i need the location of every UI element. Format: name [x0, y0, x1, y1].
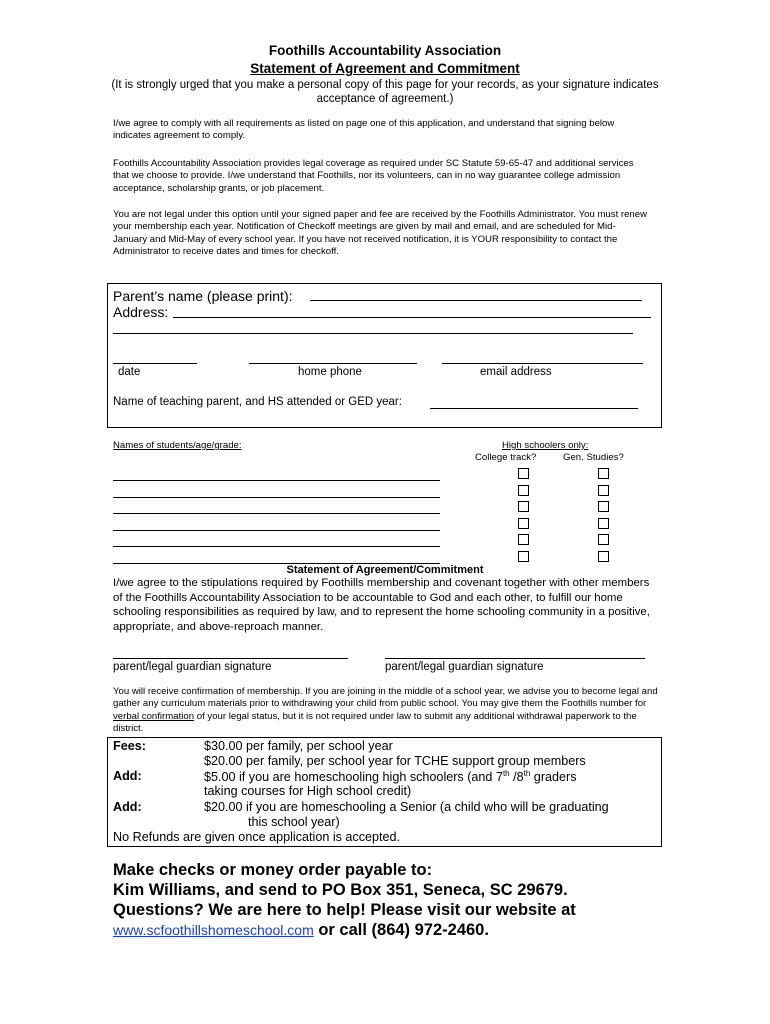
college-track-checkbox[interactable] — [518, 485, 529, 496]
copy-note: (It is strongly urged that you make a personal copy of this page for your records, as your signature indicates acceptance of agreement.) — [111, 79, 659, 105]
statement-text: I/we agree to the stipulations required by Foothills membership and covenant together with other members of the Foothills Accountability Association to be accountable to God and each other, to fulfill our home schooling responsibilities as required by law, and to represent the home schooling community in a positive, appropriate, and above-reproach manner. — [113, 577, 650, 633]
student-name-field[interactable] — [113, 480, 440, 481]
gen-studies-checkbox[interactable] — [598, 518, 609, 529]
gen-studies-label: Gen. Studies? — [563, 452, 624, 463]
payment-line-3: Questions? We are here to help! Please visit our website at — [113, 901, 576, 919]
address-field-line-2[interactable] — [113, 333, 633, 334]
date-field[interactable] — [113, 363, 197, 364]
gen-studies-checkbox[interactable] — [598, 551, 609, 562]
college-track-checkbox[interactable] — [518, 551, 529, 562]
high-schoolers-label: High schoolers only: — [502, 440, 589, 451]
add-label-2: Add: — [113, 800, 142, 814]
student-name-field[interactable] — [113, 546, 440, 547]
signature-label-1: parent/legal guardian signature — [113, 661, 272, 673]
college-track-checkbox[interactable] — [518, 468, 529, 479]
signature-label-2: parent/legal guardian signature — [385, 661, 544, 673]
fee-2: $20.00 per family, per school year for TCHE support group members — [204, 754, 586, 768]
add-2-cont: this school year) — [248, 815, 340, 829]
date-label: date — [118, 366, 141, 378]
parent-info-box — [107, 283, 662, 428]
payment-line-4 — [113, 920, 673, 940]
gen-studies-checkbox[interactable] — [598, 468, 609, 479]
college-track-checkbox[interactable] — [518, 534, 529, 545]
signature-field-1[interactable] — [113, 658, 348, 659]
refund-note: No Refunds are given once application is accepted. — [113, 830, 401, 844]
parent-name-label: Parent’s name (please print): — [113, 288, 293, 304]
website-link[interactable]: www.scfoothillshomeschool.com — [113, 922, 314, 938]
add-2: $20.00 if you are homeschooling a Senior (a child who will be graduating — [204, 800, 609, 814]
fees-label: Fees: — [113, 739, 146, 753]
paragraph-comply: I/we agree to comply with all requirements as listed on page one of this application, and understand that signing below indicates agreement to comply. — [113, 118, 615, 142]
paragraph-legal: You are not legal under this option until your signed paper and fee are received by the Foothills Administrator. You must renew your membership each year. Notification of Checkoff meetings are given by mail and email, and are scheduled for Mid-January and Mid-May of every school year. If you have not received notification, it is YOUR responsibility to contact the Administrator to receive dates and times for checkoff. — [113, 209, 648, 258]
gen-studies-checkbox[interactable] — [598, 485, 609, 496]
gen-studies-checkbox[interactable] — [598, 501, 609, 512]
student-name-field[interactable] — [113, 530, 440, 531]
statement-title: Statement of Agreement/Commitment — [286, 564, 484, 576]
add-1-cont: taking courses for High school credit) — [204, 784, 412, 798]
page-subtitle: Statement of Agreement and Commitment — [250, 61, 520, 76]
address-label: Address: — [113, 304, 169, 320]
home-phone-field[interactable] — [249, 363, 417, 364]
college-track-label: College track? — [475, 452, 537, 463]
add-label-1: Add: — [113, 769, 142, 783]
phone-text: or call (864) 972-2460. — [313, 921, 489, 939]
add-1: $5.00 if you are homeschooling high schoolers (and 7th /8th graders — [204, 769, 577, 785]
students-label: Names of students/age/grade: — [113, 440, 242, 451]
payment-line-1: Make checks or money order payable to: — [113, 861, 433, 879]
fee-1: $30.00 per family, per school year — [204, 739, 393, 753]
paragraph-coverage: Foothills Accountability Association provides legal coverage as required under SC Statute 59-65-47 and additional services that we choose to provide. I/we understand that Foothills, nor its volunteers, can in no way guarantee college admission acceptance, scholarship grants, or job placement. — [113, 158, 634, 194]
parent-name-field[interactable] — [310, 300, 642, 301]
fees-box — [107, 737, 662, 847]
college-track-checkbox[interactable] — [518, 518, 529, 529]
teaching-parent-label: Name of teaching parent, and HS attended or GED year: — [113, 396, 402, 408]
email-label: email address — [480, 366, 552, 378]
address-field[interactable] — [173, 317, 651, 318]
student-name-field[interactable] — [113, 497, 440, 498]
confirmation-text: You will receive confirmation of membership. If you are joining in the middle of a school year, we advise you to become legal and gather any curriculum materials prior to withdrawing your child from public school. You may give them the Foothills number for verbal confirmation of your legal status, but it is not required under law to submit any additional withdrawal paperwork to the district. — [113, 686, 658, 735]
verbal-confirmation: verbal confirmation — [113, 710, 195, 722]
signature-field-2[interactable] — [385, 658, 645, 659]
home-phone-label: home phone — [298, 366, 362, 378]
email-field[interactable] — [442, 363, 643, 364]
page-title: Foothills Accountability Association — [268, 43, 502, 58]
payment-line-2: Kim Williams, and send to PO Box 351, Seneca, SC 29679. — [113, 881, 568, 899]
teaching-parent-field[interactable] — [430, 408, 638, 409]
college-track-checkbox[interactable] — [518, 501, 529, 512]
gen-studies-checkbox[interactable] — [598, 534, 609, 545]
student-name-field[interactable] — [113, 513, 440, 514]
